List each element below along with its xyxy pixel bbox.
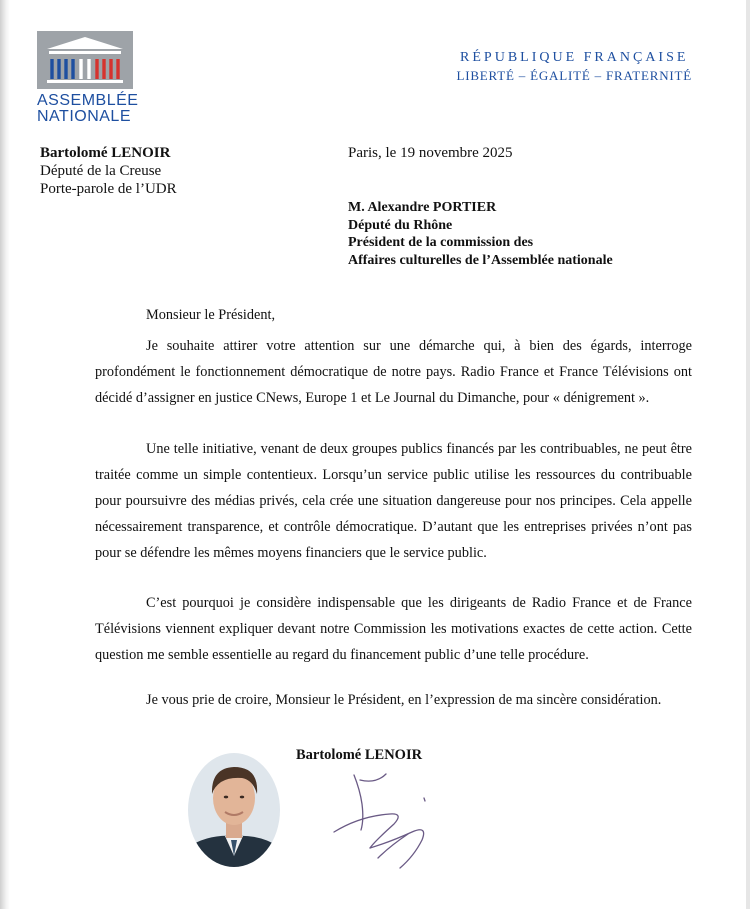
recipient-name: M. Alexandre PORTIER: [348, 200, 497, 215]
sender-name: Bartolomé LENOIR: [40, 145, 171, 161]
salutation: Monsieur le Président,: [146, 307, 276, 323]
recipient-line-2: Président de la commission des: [348, 235, 534, 250]
letter-date: Paris, le 19 novembre 2025: [348, 145, 513, 161]
republique-francaise-header: [456, 50, 692, 84]
recipient-line-1: Député du Rhône: [348, 217, 453, 233]
recipient-line-3: Affaires culturelles de l’Assemblée nationale: [348, 252, 613, 268]
page-right-edge: [746, 0, 750, 909]
sender-title-1: Député de la Creuse: [40, 163, 162, 179]
sender-title-2: Porte-parole de l’UDR: [40, 181, 177, 197]
paragraph-3: C’est pourquoi je considère indispensable que les dirigeants de Radio France et de France Télévisions viennent expliquer devant notre Commission les motivations exactes de cette action. Cette question me semble essentielle au regard du financement public d’une telle procédure.: [95, 595, 692, 663]
recipient-block: [348, 199, 613, 269]
closing-formula: Je vous prie de croire, Monsieur le Président, en l’expression de ma sincère considération.: [146, 692, 662, 708]
logo-line-2: NATIONALE: [37, 108, 131, 125]
portrait-photo: [187, 752, 281, 868]
signatory-name: Bartolomé LENOIR: [296, 747, 423, 763]
assemblee-hemicycle-icon: [37, 31, 133, 89]
sender-block: [40, 144, 177, 198]
page-left-shadow: [0, 0, 10, 909]
salutation-block: [146, 302, 692, 334]
paragraph-2: Une telle initiative, venant de deux groupes publics financés par les contribuables, ne peut être traitée comme un simple contentieux. Lorsqu’un service public utilise les ressources du contribuable pour poursuivre des médias privés, cela crée une situation dangereuse pour nos principes. Cela appelle nécessairement transparence, et contrôle démocratique. D’autant que les entreprises privées n’ont pas pour se défendre les mêmes moyens financiers que le service public.: [95, 441, 692, 561]
republic-motto: LIBERTÉ – ÉGALITÉ – FRATERNITÉ: [456, 68, 692, 83]
handwritten-signature: [330, 770, 445, 880]
paragraph-1: Je souhaite attirer votre attention sur une démarche qui, à bien des égards, interroge profondément le fonctionnement démocratique de notre pays. Radio France et France Télévisions ont décidé d’assigner en justice CNews, Europe 1 et Le Journal du Dimanche, pour « dénigrement ».: [95, 338, 692, 406]
assemblee-nationale-logo: [37, 31, 137, 125]
logo-line-1: ASSEMBLÉE: [37, 92, 139, 109]
republic-title: RÉPUBLIQUE FRANÇAISE: [460, 50, 689, 65]
